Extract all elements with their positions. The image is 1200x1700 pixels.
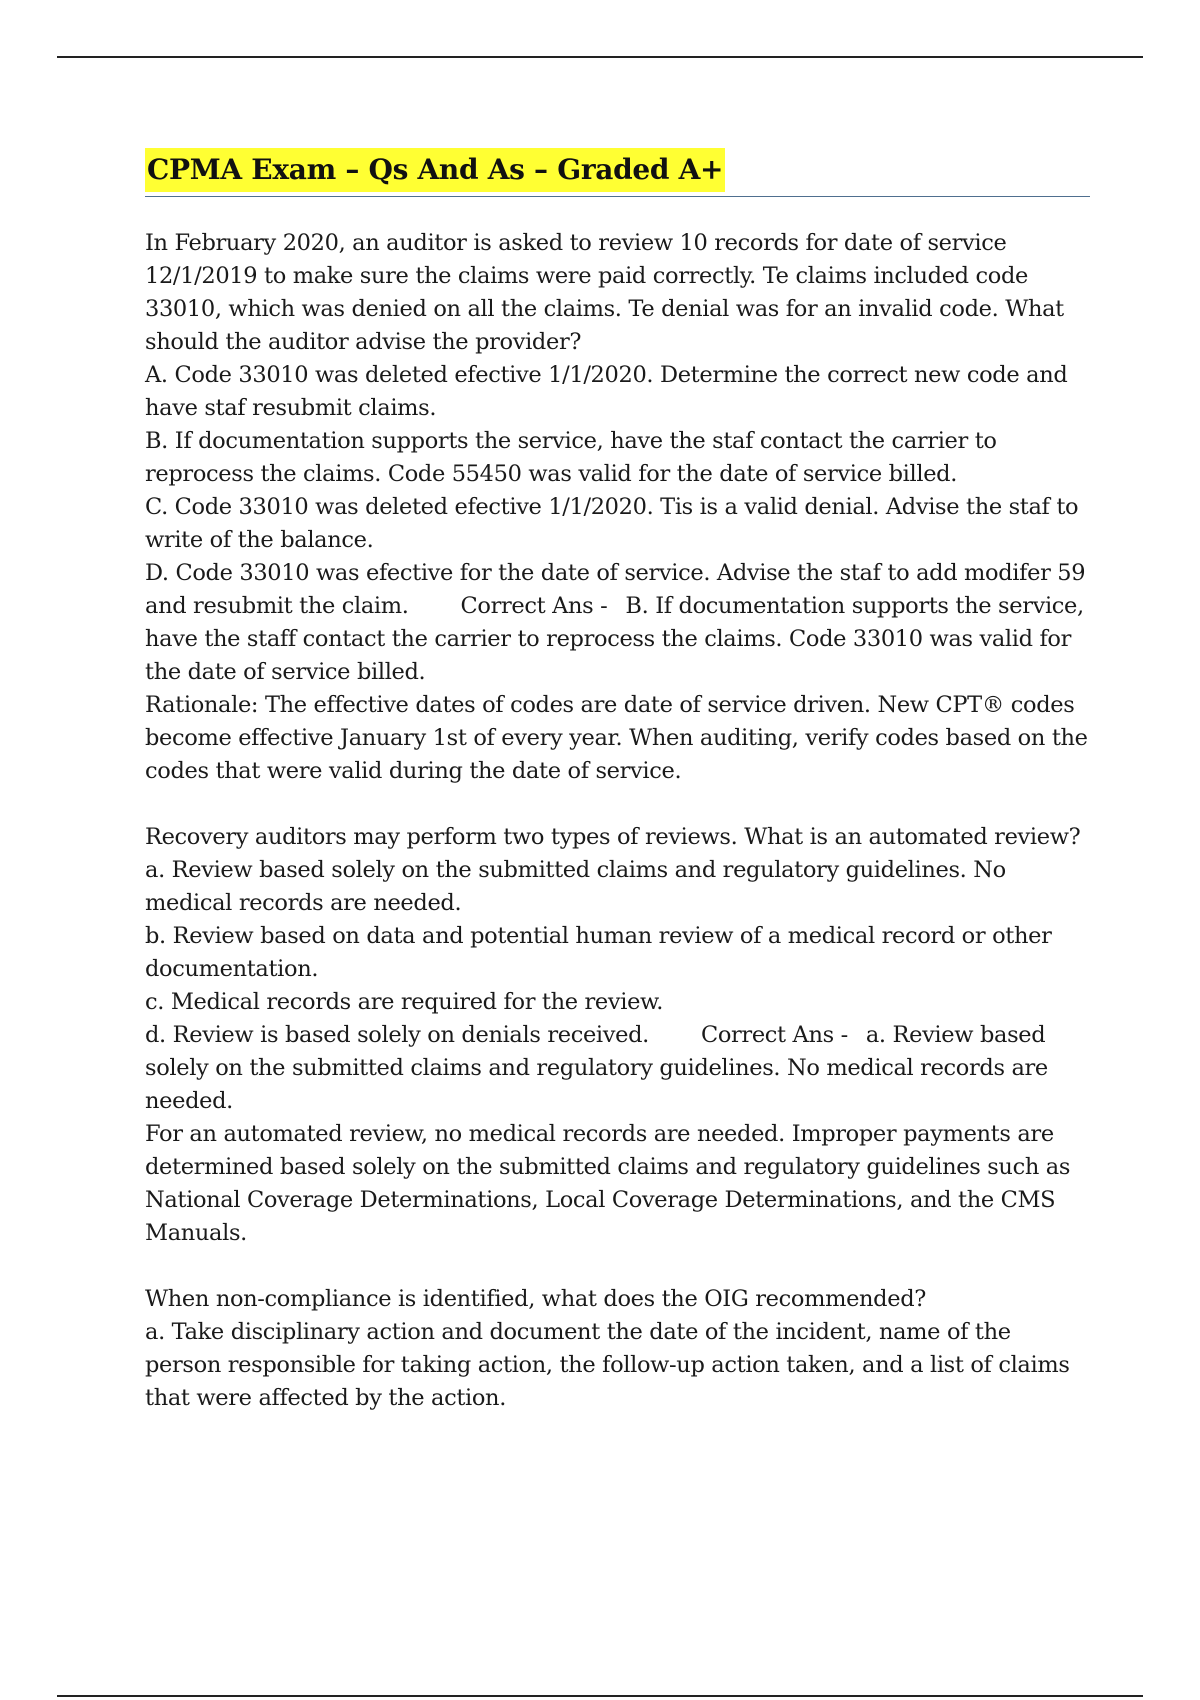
option-b: B. If documentation supports the service, have the staf contact the carrier to reprocess the claims. Code 55450 was valid for the date of service billed. [145,428,997,487]
document-title: CPMA Exam – Qs And As – Graded A+ [145,148,725,192]
answer-label: Correct Ans - [700,1022,848,1048]
option-b: b. Review based on data and potential human review of a medical record or other documentation. [145,923,1052,982]
document-body [145,148,1090,1448]
qa-item-3 [145,1283,1090,1415]
option-c: C. Code 33010 was deleted efective 1/1/2020. Tis is a valid denial. Advise the staf to write of the balance. [145,494,1079,553]
option-d: d. Review is based solely on denials received. [145,1022,649,1048]
answer-text: B. If documentation supports the service, have the staff contact the carrier to reprocess the claims. Code 33010 was valid for the date of service billed. [145,593,1084,685]
rationale-text: Rationale: The effective dates of codes are date of service driven. New CPT® codes become effective January 1st of every year. When auditing, verify codes based on the codes that were valid during the date of service. [145,692,1088,784]
question-text: Recovery auditors may perform two types of reviews. What is an automated review? [145,824,1081,850]
option-d-with-answer [145,1019,1090,1118]
option-c: c. Medical records are required for the review. [145,989,664,1015]
rationale-text: For an automated review, no medical records are needed. Improper payments are determined based solely on the submitted claims and regulatory guidelines such as National Coverage Determinations, Local Coverage Determinations, and the CMS Manuals. [145,1121,1071,1246]
bottom-rule [57,1695,1143,1697]
option-a: a. Review based solely on the submitted claims and regulatory guidelines. No medical records are needed. [145,857,1006,916]
option-a: A. Code 33010 was deleted efective 1/1/2020. Determine the correct new code and have staf resubmit claims. [145,362,1068,421]
qa-item-1 [145,227,1090,788]
top-rule [57,56,1143,58]
question-text: In February 2020, an auditor is asked to review 10 records for date of service 12/1/2019 to make sure the claims were paid correctly. Te claims included code 33010, which was denied on all the claims. Te denial was for an invalid code. What should the auditor advise the provider? [145,230,1064,355]
title-underline [145,148,1090,197]
qa-item-2 [145,821,1090,1250]
option-d-with-answer [145,557,1090,689]
option-a: a. Take disciplinary action and document the date of the incident, name of the person responsible for taking action, the follow-up action taken, and a list of claims that were affected by the action. [145,1319,1070,1411]
answer-label: Correct Ans - [460,593,608,619]
option-d: D. Code 33010 was efective for the date of service. Advise the staf to add modifer 59 and resubmit the claim. [145,560,1086,619]
question-text: When non-compliance is identified, what does the OIG recommended? [145,1286,926,1312]
answer-text: a. Review based solely on the submitted claims and regulatory guidelines. No medical records are needed. [145,1022,1048,1114]
